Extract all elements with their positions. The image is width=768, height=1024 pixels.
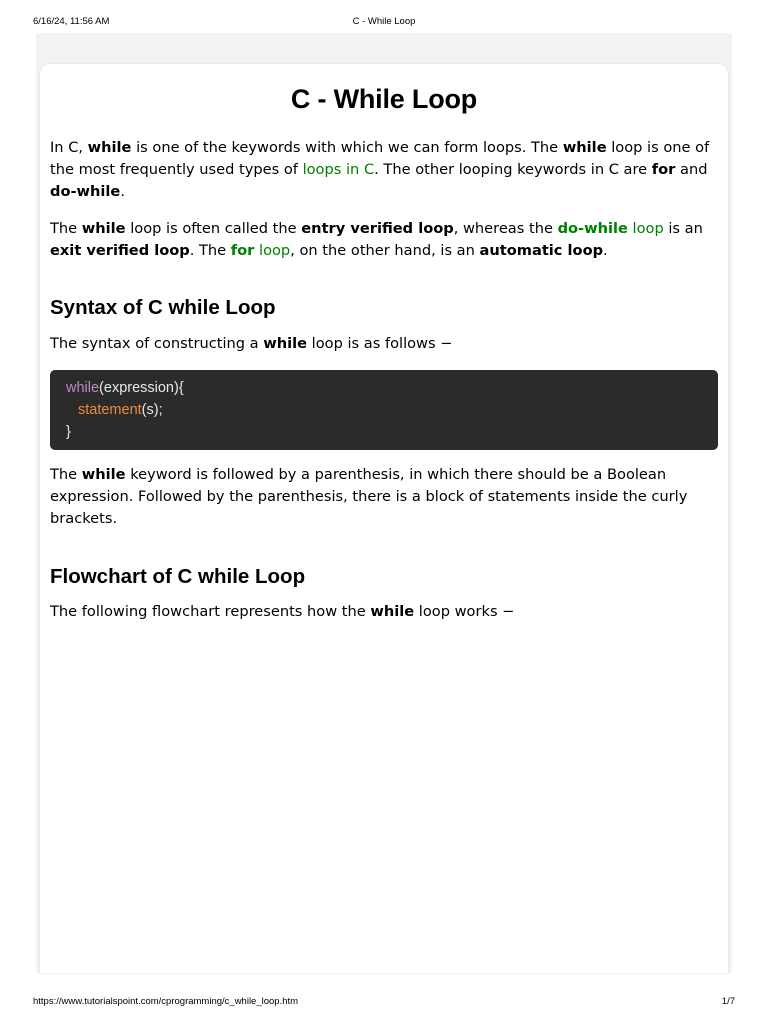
print-header: [0, 16, 768, 30]
print-date: 6/16/24, 11:56 AM: [33, 16, 110, 27]
while-description-paragraph: The while keyword is followed by a parenthesis, in which there should be a Boolean expression. Followed by the parenthesis, there is a block of statements inside the curly brackets.: [50, 466, 688, 527]
flowchart-heading: Flowchart of C while Loop: [50, 565, 306, 588]
intro-paragraph: In C, while is one of the keywords with which we can form loops. The while loop is one of the most frequently used types of loops in C. The other looping keywords in C are for and do-while.: [50, 139, 710, 200]
page-number: 1/7: [721, 996, 735, 1007]
code-line: }: [66, 424, 71, 440]
syntax-heading: Syntax of C while Loop: [50, 296, 276, 319]
for-loop-link[interactable]: for loop: [230, 242, 291, 259]
print-footer: [0, 996, 768, 1010]
page-title: C - While Loop: [290, 84, 478, 114]
loop-types-paragraph: The while loop is often called the entry verified loop, whereas the do-while loop is an exit verified loop. The for loop, on the other hand, is an automatic loop.: [50, 220, 703, 259]
print-title: C - While Loop: [352, 16, 416, 27]
print-url: https://www.tutorialspoint.com/cprogramming/c_while_loop.htm: [33, 996, 299, 1007]
flowchart-intro: The following flowchart represents how the while loop works −: [50, 603, 515, 620]
syntax-intro: The syntax of constructing a while loop is as follows −: [50, 335, 453, 352]
code-line: while(expression){: [66, 380, 184, 396]
code-block[interactable]: [50, 370, 718, 450]
code-line: statement(s);: [78, 402, 163, 418]
loops-in-c-link[interactable]: loops in C: [302, 161, 375, 178]
do-while-loop-link[interactable]: do-while loop: [557, 220, 664, 237]
